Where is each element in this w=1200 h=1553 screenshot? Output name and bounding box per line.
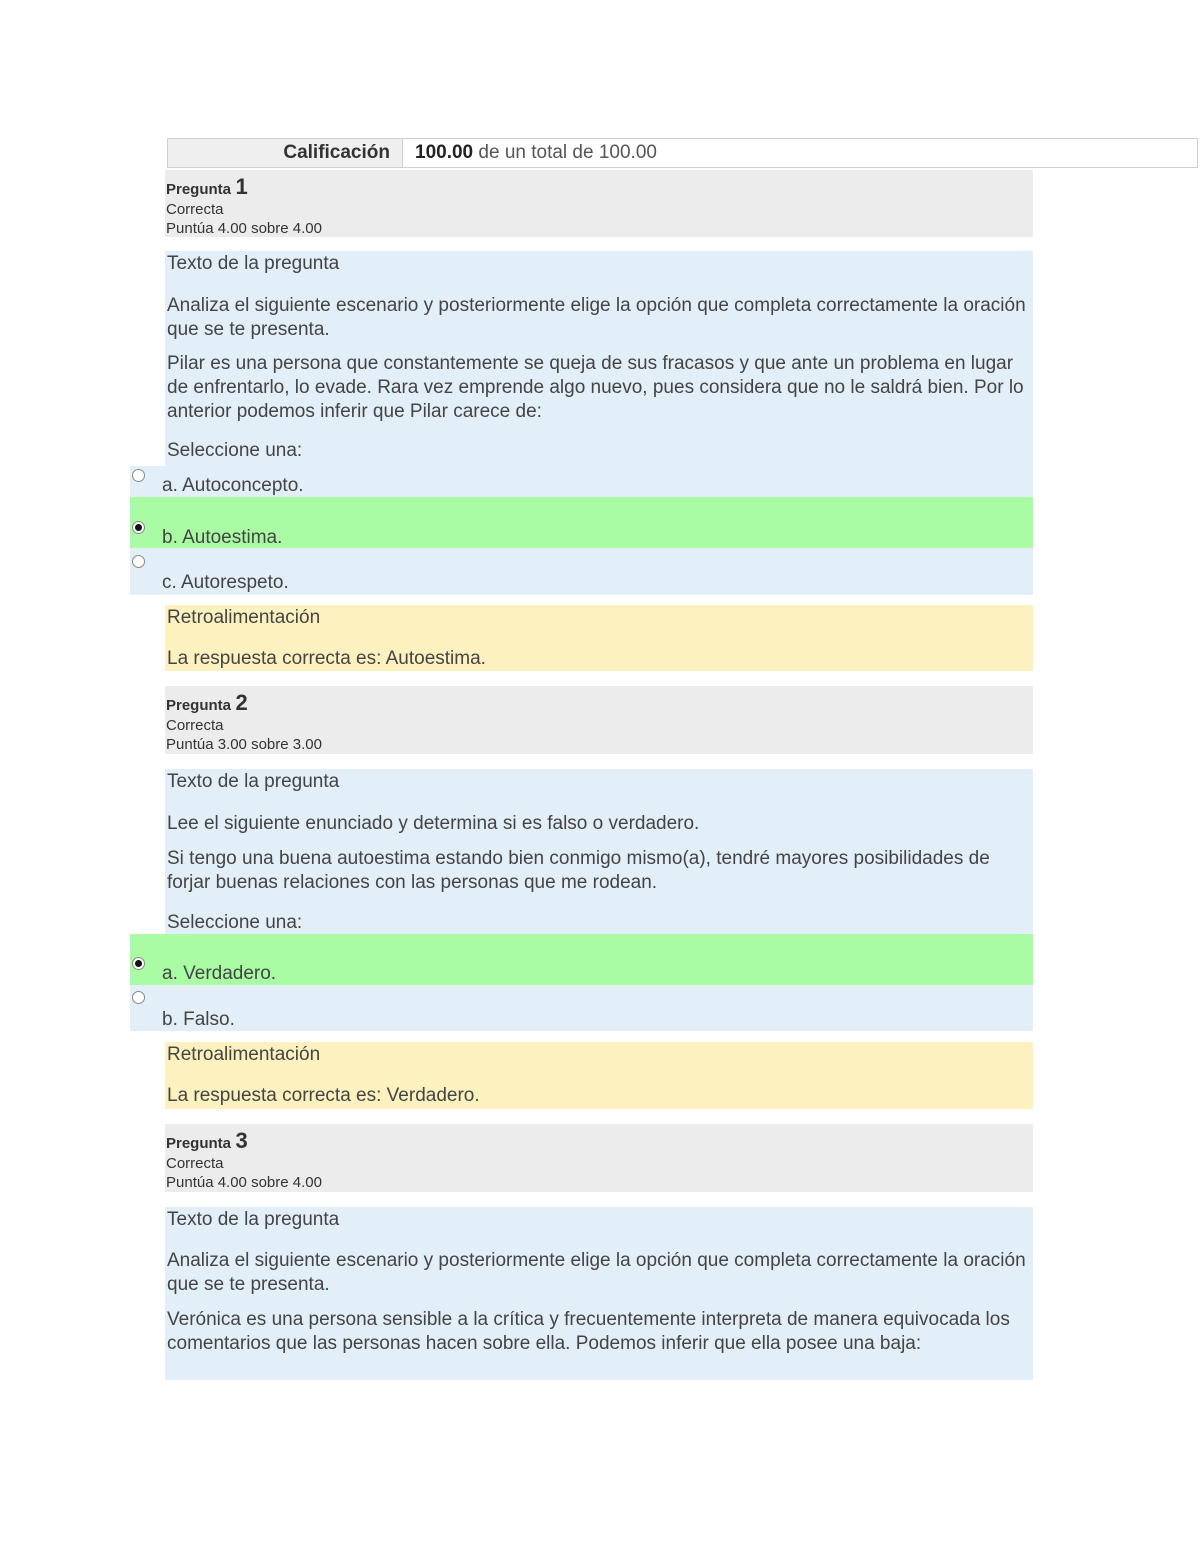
question-3-scenario: Verónica es una persona sensible a la crítica y frecuentemente interpreta de manera equivocada los comentarios que las personas hacen sobre ella. Podemos inferir que ella posee una baja: bbox=[167, 1309, 1010, 1354]
question-2-scenario: Si tengo una buena autoestima estando bien conmigo mismo(a), tendré mayores posibilidades de forjar buenas relaciones con las personas que me rodean. bbox=[167, 848, 990, 893]
grade-score: 100.00 bbox=[415, 142, 474, 163]
question-1-option-c-label[interactable]: c. Autorespeto. bbox=[162, 572, 289, 593]
question-2-option-b-radio[interactable] bbox=[132, 991, 145, 1004]
question-1-text bbox=[165, 251, 1033, 497]
grade-label: Calificación bbox=[168, 139, 403, 167]
question-2-info bbox=[165, 686, 1033, 754]
question-1-option-b-radio[interactable] bbox=[132, 521, 145, 534]
question-1-info bbox=[165, 170, 1033, 237]
question-2-title: Pregunta 2 bbox=[166, 690, 248, 715]
question-2-option-b-row[interactable] bbox=[130, 985, 1033, 1031]
question-2-option-a-label[interactable]: a. Verdadero. bbox=[162, 963, 277, 984]
question-2-option-b-label[interactable]: b. Falso. bbox=[162, 1009, 235, 1030]
question-1-grade: Puntúa 4.00 sobre 4.00 bbox=[166, 220, 322, 237]
question-3-text bbox=[165, 1207, 1033, 1380]
question-1-state: Correcta bbox=[166, 201, 224, 218]
question-3-instruction: Analiza el siguiente escenario y posteriormente elige la opción que completa correctamente la oración que se te presenta. bbox=[167, 1250, 1026, 1295]
question-2-feedback-text: La respuesta correcta es: Verdadero. bbox=[167, 1085, 480, 1106]
grade-summary-table bbox=[167, 138, 1198, 168]
question-2-feedback-heading: Retroalimentación bbox=[167, 1044, 321, 1065]
question-1-feedback-text: La respuesta correcta es: Autoestima. bbox=[167, 648, 486, 669]
question-2-feedback bbox=[165, 1042, 1033, 1109]
question-3-title: Pregunta 3 bbox=[166, 1128, 248, 1153]
question-3-state: Correcta bbox=[166, 1155, 224, 1172]
grade-total: de un total de 100.00 bbox=[473, 142, 657, 163]
question-2-grade: Puntúa 3.00 sobre 3.00 bbox=[166, 736, 322, 753]
question-1-option-b-label[interactable]: b. Autoestima. bbox=[162, 527, 283, 548]
question-3-grade: Puntúa 4.00 sobre 4.00 bbox=[166, 1174, 322, 1191]
question-1-option-c-radio[interactable] bbox=[132, 555, 145, 568]
question-1-scenario: Pilar es una persona que constantemente se queja de sus fracasos y que ante un problema en lugar de enfrentarlo, lo evade. Rara vez emprende algo nuevo, pues considera que no le saldrá bien. Por lo anterior podemos inferir que Pilar carece de: bbox=[167, 353, 1024, 422]
question-3-text-heading: Texto de la pregunta bbox=[167, 1209, 340, 1230]
question-3-info bbox=[165, 1124, 1033, 1192]
question-1-title: Pregunta 1 bbox=[166, 174, 248, 199]
question-1-option-a-label[interactable]: a. Autoconcepto. bbox=[162, 475, 304, 496]
question-2-text bbox=[165, 769, 1033, 934]
question-2-instruction: Lee el siguiente enunciado y determina si es falso o verdadero. bbox=[167, 813, 700, 834]
question-1-prompt: Seleccione una: bbox=[167, 440, 303, 461]
question-1-feedback bbox=[165, 605, 1033, 671]
question-2-prompt: Seleccione una: bbox=[167, 912, 303, 933]
question-2-text-heading: Texto de la pregunta bbox=[167, 771, 340, 792]
question-2-option-a-radio[interactable] bbox=[132, 957, 145, 970]
question-1-text-heading: Texto de la pregunta bbox=[167, 253, 340, 274]
grade-value bbox=[403, 139, 1197, 167]
question-1-option-a-radio[interactable] bbox=[132, 469, 145, 482]
question-2-state: Correcta bbox=[166, 717, 224, 734]
question-1-feedback-heading: Retroalimentación bbox=[167, 607, 321, 628]
question-1-instruction: Analiza el siguiente escenario y posteriormente elige la opción que completa correctamente la oración que se te presenta. bbox=[167, 295, 1026, 340]
